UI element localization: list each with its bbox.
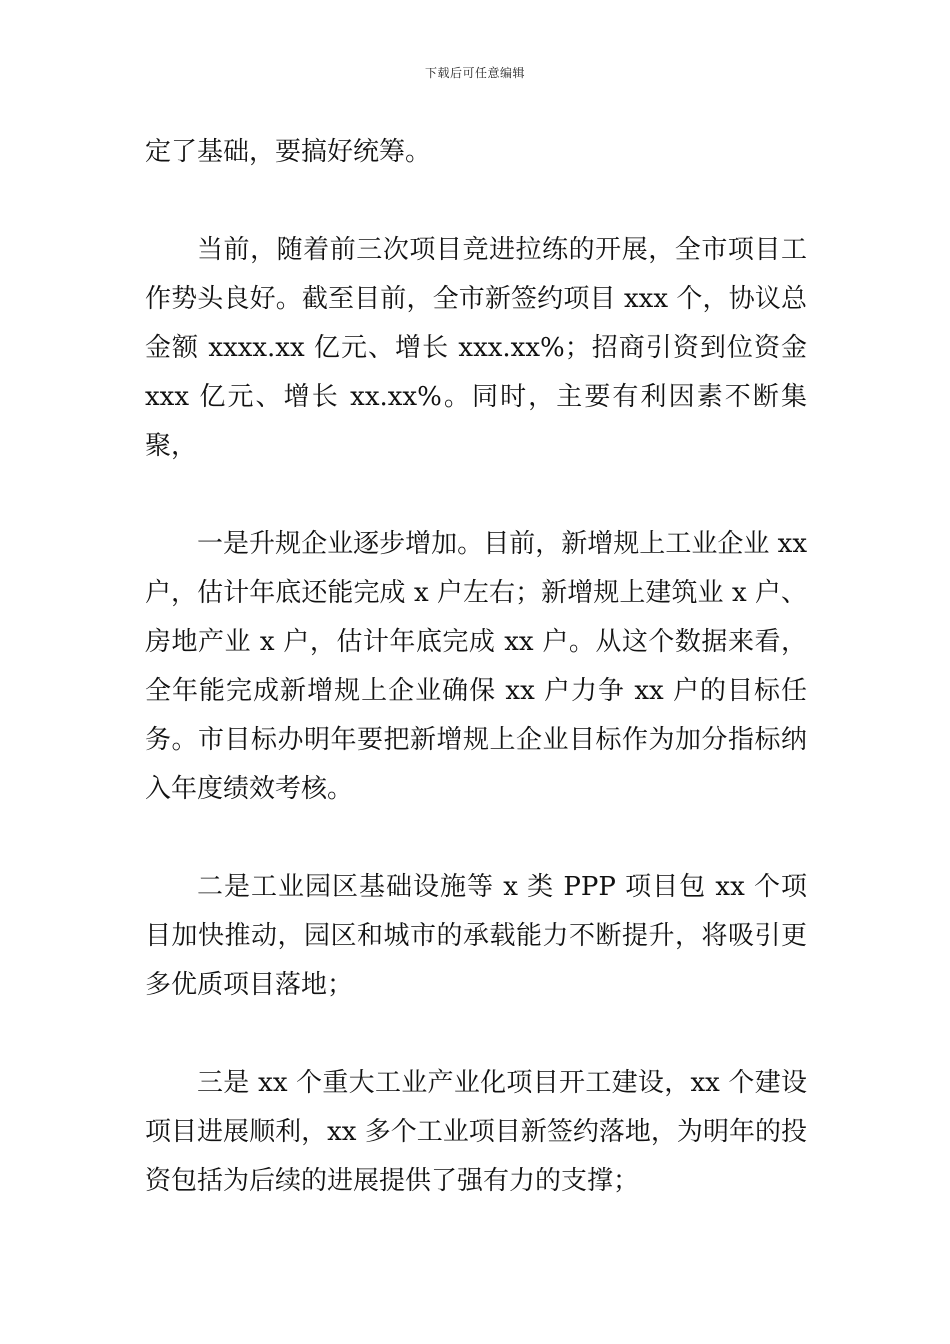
paragraph-point-one: 一是升规企业逐步增加。目前，新增规上工业企业 xx 户，估计年底还能完成 x 户左右；新增规上建筑业 x 户、房地产业 x 户，估计年底完成 xx 户。从这个数据来看，全年能完成新增规上企业确保 xx 户力争 xx 户的目标任务。市目标办明年要把新增规上企业目标作为加分指标纳入年度绩效考核。: [145, 529, 807, 804]
paragraph-continuation: 定了基础，要搞好统筹。: [145, 137, 432, 167]
paragraph-point-three: 三是 xx 个重大工业产业化项目开工建设，xx 个建设项目进展顺利，xx 多个工业项目新签约落地，为明年的投资包括为后续的进展提供了强有力的支撑；: [145, 1068, 807, 1196]
page-header: 下载后可任意编辑: [424, 66, 525, 80]
document-body: [145, 128, 807, 1206]
paragraph-point-two: 二是工业园区基础设施等 x 类 PPP 项目包 xx 个项目加快推动，园区和城市的承载能力不断提升，将吸引更多优质项目落地；: [145, 872, 807, 1000]
paragraph-current-status: 当前，随着前三次项目竞进拉练的开展，全市项目工作势头良好。截至目前，全市新签约项目 xxx 个，协议总金额 xxxx.xx 亿元、增长 xxx.xx%；招商引资到位资金 xxx 亿元、增长 xx.xx%。同时，主要有利因素不断集聚，: [145, 235, 807, 461]
